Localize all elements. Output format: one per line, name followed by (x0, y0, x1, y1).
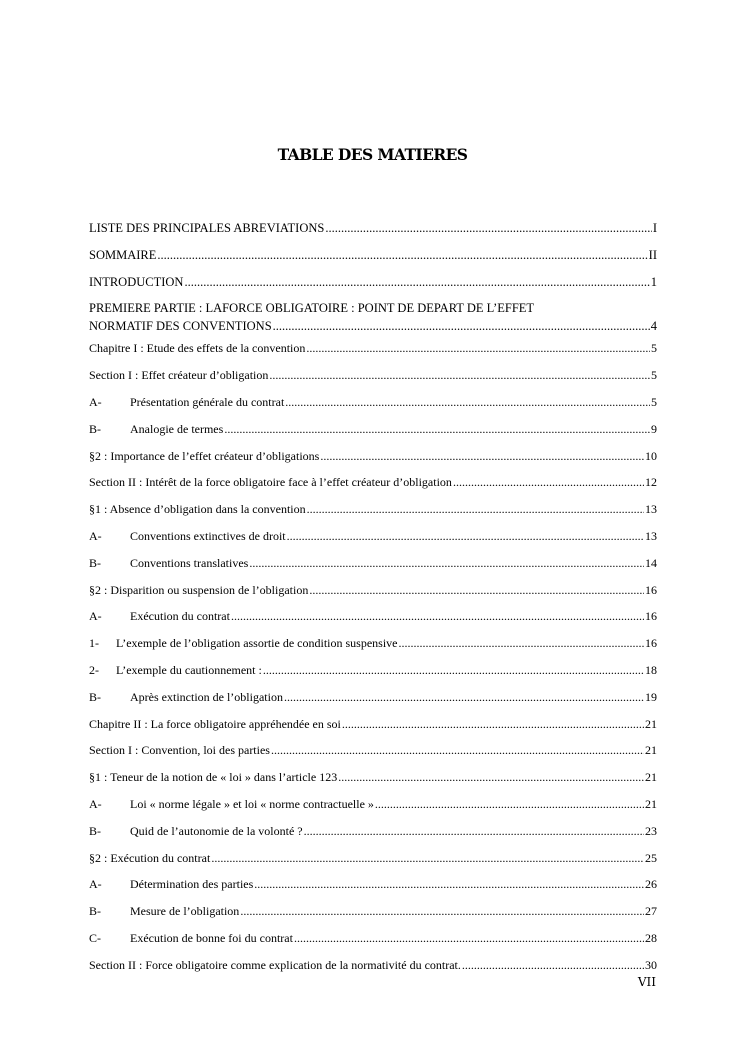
toc-entry-page: 9 (651, 421, 657, 436)
dot-leader (294, 930, 644, 946)
dot-leader (254, 876, 644, 892)
dot-leader (269, 367, 650, 383)
toc-entry-page: 5 (651, 368, 657, 383)
toc-entry-page: 13 (645, 528, 657, 543)
toc-entry-text: Après extinction de l’obligation (130, 689, 283, 704)
toc-entry-marker: B- (89, 904, 101, 919)
toc-entry-page: 1 (650, 274, 657, 289)
toc-entry[interactable] (89, 742, 657, 769)
toc-entry-marker: A- (89, 609, 102, 624)
dot-leader (273, 318, 650, 334)
dot-leader (309, 582, 644, 598)
toc-entry-marker: B- (89, 555, 101, 570)
toc-entry[interactable] (89, 274, 657, 301)
toc-entry-text: Section I : Effet créateur d’obligation (89, 368, 269, 383)
toc-entry-page: 27 (645, 904, 657, 919)
dot-leader (453, 474, 644, 490)
page-number: VII (637, 975, 656, 989)
dot-leader (287, 528, 644, 544)
toc-entry-page: 5 (651, 394, 657, 409)
toc-entry-text: Présentation générale du contrat (130, 394, 285, 409)
toc-entry[interactable] (89, 367, 657, 394)
toc-entry[interactable] (89, 662, 657, 689)
toc-entry-page: 16 (645, 636, 657, 651)
toc-entry[interactable] (89, 340, 657, 367)
toc-entry-text: §1 : Teneur de la notion de « loi » dans l’article 123 (89, 770, 338, 785)
toc-entry[interactable] (89, 769, 657, 796)
toc-entry[interactable] (89, 501, 657, 528)
toc-entry-text: Chapitre I : Etude des effets de la convention (89, 341, 306, 356)
dot-leader (184, 274, 649, 290)
dot-leader (231, 608, 644, 624)
toc-entry[interactable] (89, 220, 657, 247)
toc-entry-text: NORMATIF DES CONVENTIONS (89, 319, 272, 334)
toc-entry-text: Section II : Intérêt de la force obligatoire face à l’effet créateur d’obligation (89, 475, 452, 490)
toc-entry[interactable] (89, 823, 657, 850)
toc-entry-page: 21 (645, 743, 657, 758)
toc-entry-text: Section II : Force obligatoire comme explication de la normativité du contrat. (89, 957, 461, 972)
toc-entry-text: L’exemple du cautionnement : (116, 662, 262, 677)
toc-entry[interactable] (89, 903, 657, 930)
toc-entry-text: Chapitre II : La force obligatoire appréhendée en soi (89, 716, 341, 731)
toc-entry-text: Loi « norme légale » et loi « norme contractuelle » (130, 796, 374, 811)
toc-entry[interactable] (89, 930, 657, 957)
toc-entry-page: 12 (645, 475, 657, 490)
dot-leader (157, 247, 647, 263)
toc-entry-multiline[interactable] (89, 300, 657, 335)
toc-entry-text: SOMMAIRE (89, 247, 157, 262)
toc-entry[interactable] (89, 635, 657, 662)
toc-entry[interactable] (89, 957, 657, 984)
toc-entry-page: 30 (645, 957, 657, 972)
toc-entry-text: Mesure de l’obligation (130, 904, 240, 919)
toc-entry-text: Analogie de termes (130, 421, 224, 436)
toc-entry-marker: 2- (89, 662, 99, 677)
toc-entry-page: 23 (645, 823, 657, 838)
toc-entry[interactable] (89, 247, 657, 274)
toc-entry[interactable] (89, 689, 657, 716)
toc-entry-marker: C- (89, 930, 101, 945)
toc-entry-page: 16 (645, 582, 657, 597)
dot-leader (304, 823, 644, 839)
toc-entry-page: 25 (645, 850, 657, 865)
toc-entry-page: 26 (645, 877, 657, 892)
toc-entry-marker: B- (89, 823, 101, 838)
toc-entry-marker: A- (89, 394, 102, 409)
toc-entry[interactable] (89, 876, 657, 903)
toc-entry-marker: B- (89, 689, 101, 704)
toc-entry-page: 14 (645, 555, 657, 570)
dot-leader (325, 220, 652, 236)
toc-entry-page: 4 (650, 319, 657, 334)
toc-entry-text: Quid de l’autonomie de la volonté ? (130, 823, 303, 838)
toc-entry-marker: 1- (89, 636, 99, 651)
toc-entry-text: §1 : Absence d’obligation dans la convention (89, 502, 306, 517)
toc-entry-marker: A- (89, 528, 102, 543)
dot-leader (224, 421, 650, 437)
toc-entry-text: §2 : Importance de l’effet créateur d’obligations (89, 448, 320, 463)
dot-leader (263, 662, 644, 678)
toc-entry-text: Exécution de bonne foi du contrat (130, 930, 293, 945)
toc-entry-page: 13 (645, 502, 657, 517)
toc-entry-page: 18 (645, 662, 657, 677)
dot-leader (284, 689, 644, 705)
toc-entry[interactable] (89, 528, 657, 555)
toc-entry[interactable] (89, 448, 657, 475)
toc-entry-page: 21 (645, 770, 657, 785)
toc-entry-page: 19 (645, 689, 657, 704)
toc-entry-text: Conventions extinctives de droit (130, 528, 286, 543)
dot-leader (211, 850, 644, 866)
toc-entry (89, 318, 657, 335)
toc-entry[interactable] (89, 850, 657, 877)
toc-entry-text-line1: PREMIERE PARTIE : LAFORCE OBLIGATOIRE : POINT DE DEPART DE L’EFFET (89, 301, 535, 316)
dot-leader (338, 769, 644, 785)
dot-leader (285, 394, 650, 410)
toc-entry-page: 21 (645, 716, 657, 731)
toc-entry[interactable] (89, 716, 657, 743)
page-title: TABLE DES MATIERES (277, 145, 468, 164)
dot-leader (462, 957, 644, 973)
toc-entry-page: I (652, 221, 657, 235)
dot-leader (240, 903, 644, 919)
dot-leader (342, 716, 644, 732)
toc-entry-text: Conventions translatives (130, 555, 249, 570)
dot-leader (249, 555, 644, 571)
table-of-contents (89, 220, 657, 984)
toc-entry-text: Détermination des parties (130, 877, 254, 892)
toc-entry[interactable] (89, 796, 657, 823)
toc-entry-text: L’exemple de l’obligation assortie de condition suspensive (116, 636, 398, 651)
toc-entry[interactable] (89, 608, 657, 635)
toc-entry[interactable] (89, 394, 657, 421)
toc-entry-marker: B- (89, 421, 101, 436)
toc-entry-text: Section I : Convention, loi des parties (89, 743, 270, 758)
toc-entry-page: 21 (645, 796, 657, 811)
toc-entry[interactable] (89, 474, 657, 501)
toc-entry[interactable] (89, 582, 657, 609)
toc-entry-page: 16 (645, 609, 657, 624)
dot-leader (307, 501, 644, 517)
toc-entry-text: LISTE DES PRINCIPALES ABREVIATIONS (89, 221, 325, 235)
dot-leader (320, 448, 644, 464)
toc-entry-page: 5 (651, 341, 657, 356)
toc-entry-text: §2 : Disparition ou suspension de l’obligation (89, 582, 309, 597)
toc-entry-text: §2 : Exécution du contrat (89, 850, 211, 865)
toc-entry[interactable] (89, 421, 657, 448)
dot-leader (375, 796, 644, 812)
toc-entry[interactable] (89, 555, 657, 582)
dot-leader (306, 340, 650, 356)
toc-entry-page: II (648, 247, 657, 262)
toc-entry-marker: A- (89, 877, 102, 892)
dot-leader (399, 635, 645, 651)
toc-entry-page: 28 (645, 930, 657, 945)
toc-entry-text: Exécution du contrat (130, 609, 230, 624)
toc-entry-text: INTRODUCTION (89, 274, 184, 289)
toc-entry-marker: A- (89, 796, 102, 811)
toc-entry-page: 10 (645, 448, 657, 463)
dot-leader (271, 742, 644, 758)
